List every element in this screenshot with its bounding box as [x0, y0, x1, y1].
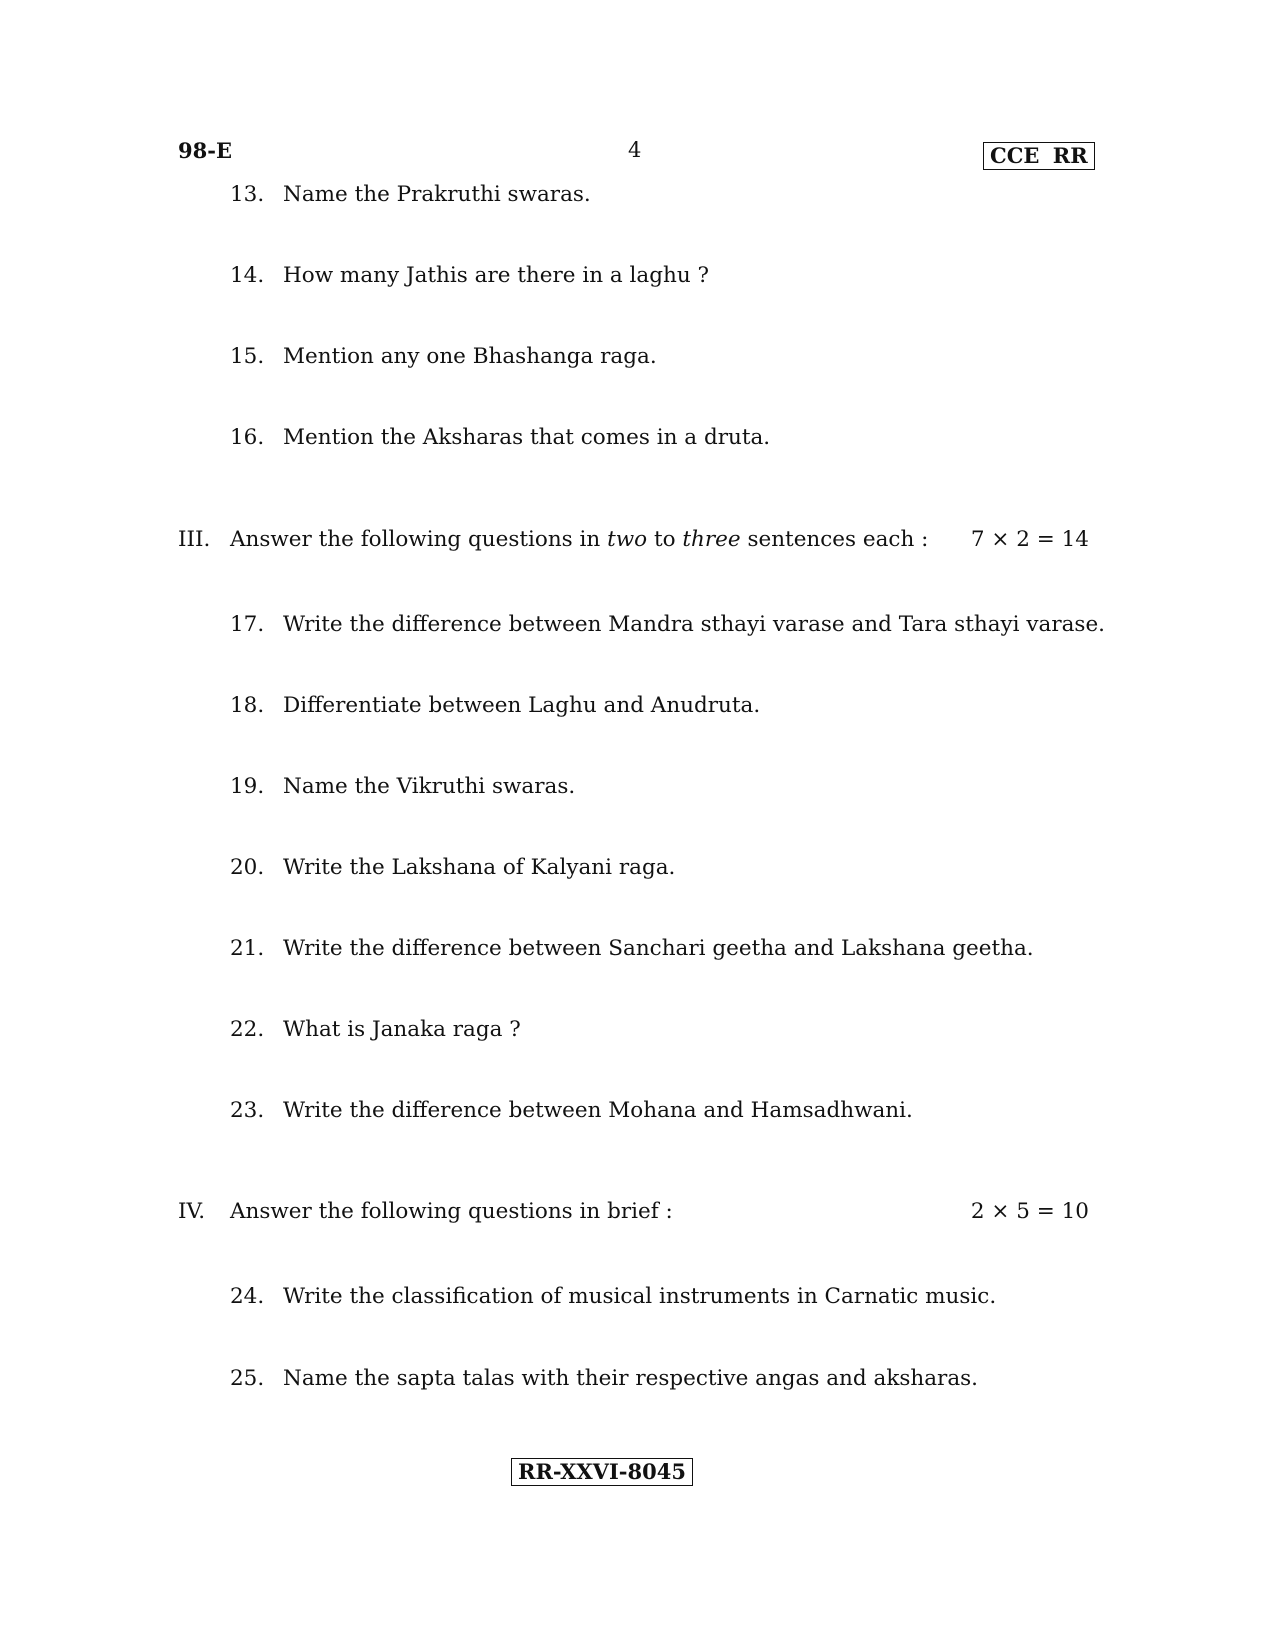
question-text: What is Janaka raga ? [283, 1017, 521, 1042]
question-text: Name the Prakruthi swaras. [283, 182, 591, 207]
question-text: Name the sapta talas with their respective angas and aksharas. [283, 1366, 979, 1391]
section-instruction: Answer the following questions in two to three sentences each : [230, 527, 929, 552]
question-text: Mention the Aksharas that comes in a druta. [283, 425, 771, 450]
page-number: 4 [628, 138, 642, 162]
question-text: Write the Lakshana of Kalyani raga. [283, 855, 676, 880]
question-text: Write the difference between Sanchari geetha and Lakshana geetha. [283, 936, 1034, 961]
question-text: Write the difference between Mohana and Hamsadhwani. [283, 1098, 913, 1123]
exam-badge: CCE RR [983, 142, 1095, 170]
question-number: 21. [230, 936, 265, 961]
question-text: Differentiate between Laghu and Anudruta. [283, 693, 761, 718]
question-text: How many Jathis are there in a laghu ? [283, 263, 710, 288]
section-marks: 2 × 5 = 10 [970, 1199, 1089, 1224]
paper-code: 98-E [178, 138, 232, 163]
question-number: 23. [230, 1098, 265, 1123]
section-roman-numeral: III. [178, 527, 211, 552]
question-number: 25. [230, 1366, 265, 1391]
question-text: Write the classification of musical instruments in Carnatic music. [283, 1284, 997, 1309]
question-number: 16. [230, 425, 265, 450]
question-text: Mention any one Bhashanga raga. [283, 344, 657, 369]
question-number: 15. [230, 344, 265, 369]
question-number: 18. [230, 693, 265, 718]
question-number: 24. [230, 1284, 265, 1309]
question-number: 13. [230, 182, 265, 207]
question-number: 17. [230, 612, 265, 637]
question-number: 20. [230, 855, 265, 880]
question-number: 19. [230, 774, 265, 799]
section-marks: 7 × 2 = 14 [970, 527, 1089, 552]
question-number: 22. [230, 1017, 265, 1042]
question-number: 14. [230, 263, 265, 288]
section-roman-numeral: IV. [178, 1199, 206, 1224]
section-instruction: Answer the following questions in brief : [230, 1199, 673, 1224]
question-text: Write the difference between Mandra sthayi varase and Tara sthayi varase. [283, 612, 1106, 637]
question-text: Name the Vikruthi swaras. [283, 774, 576, 799]
footer-paper-code: RR-XXVI-8045 [511, 1458, 693, 1486]
